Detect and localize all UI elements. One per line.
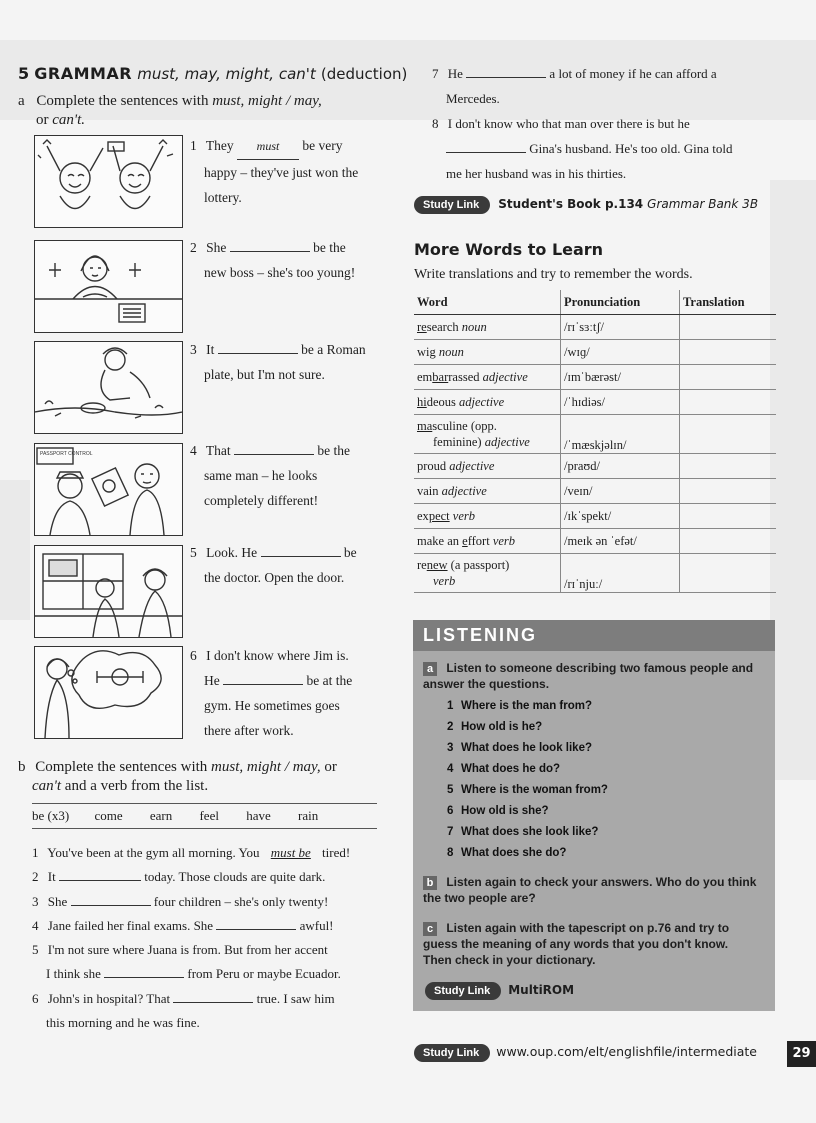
instruction-text: and a verb from the list. bbox=[64, 778, 209, 794]
part-of-speech: verb bbox=[492, 533, 516, 548]
listening-panel bbox=[413, 620, 775, 1011]
word-part: re bbox=[417, 558, 427, 572]
answer-blank[interactable] bbox=[466, 77, 546, 78]
sentence-text: be a Roman bbox=[301, 342, 366, 357]
part-b-item-6 bbox=[32, 987, 382, 1036]
sentence-text: tired! bbox=[322, 845, 351, 860]
sentence-text: I think she bbox=[46, 966, 101, 982]
table-row bbox=[414, 454, 776, 479]
table-row bbox=[414, 554, 776, 593]
part-b-items bbox=[32, 841, 382, 1035]
part-of-speech: adjective bbox=[459, 394, 505, 409]
question-number: 7 bbox=[447, 826, 454, 838]
item-number: 5 bbox=[190, 545, 197, 560]
word-cell bbox=[414, 390, 561, 415]
sentence-text: be the bbox=[313, 240, 346, 255]
instruction-text: can't. bbox=[52, 112, 86, 128]
question-number: 8 bbox=[447, 847, 454, 859]
more-words-title: More Words to Learn bbox=[414, 240, 604, 259]
item-number: 1 bbox=[190, 138, 197, 153]
part-a-item-4 bbox=[190, 438, 350, 513]
grammar-word: GRAMMAR bbox=[34, 64, 133, 83]
verb-item: have bbox=[246, 808, 271, 823]
question-number: 4 bbox=[447, 763, 454, 775]
answer-blank[interactable] bbox=[71, 905, 151, 906]
part-a-item-6 bbox=[190, 643, 352, 743]
item-number: 3 bbox=[190, 342, 197, 357]
question-number: 3 bbox=[447, 742, 454, 754]
verb-item: feel bbox=[199, 808, 219, 823]
sentence-text: I don't know who that man over there is but he bbox=[447, 116, 690, 131]
sentence-text: Look. He bbox=[206, 545, 258, 560]
part-of-speech: adjective bbox=[484, 435, 530, 449]
part-b-item-1 bbox=[32, 841, 382, 865]
listening-task-a bbox=[423, 660, 763, 692]
word-cell bbox=[414, 454, 561, 479]
table-row bbox=[414, 529, 776, 554]
table-row bbox=[414, 479, 776, 504]
study-link-badge: Study Link bbox=[414, 1044, 490, 1062]
illustration-doctor-window bbox=[34, 545, 183, 638]
sentence-text: Jane failed her final exams. She bbox=[47, 917, 214, 933]
sentence-text: plate, but I'm not sure. bbox=[204, 367, 325, 382]
sentence-text: Gina's husband. He's too old. Gina told bbox=[529, 141, 733, 156]
sentence-text: They bbox=[205, 138, 234, 153]
listening-task-b bbox=[423, 874, 763, 906]
instruction-text: Complete the sentences with bbox=[35, 759, 208, 775]
header-pronunciation: Pronunciation bbox=[561, 290, 680, 315]
pron-cell: /ˈmæskjəlɪn/ bbox=[561, 415, 680, 454]
word-part: search bbox=[426, 319, 459, 334]
part-of-speech: adjective bbox=[449, 458, 495, 473]
word-stress: pect bbox=[428, 508, 450, 523]
translation-cell[interactable] bbox=[680, 554, 777, 593]
translation-cell[interactable] bbox=[680, 479, 777, 504]
part-a-item-5 bbox=[190, 540, 357, 590]
part-a-item-8 bbox=[432, 111, 733, 186]
verb-list-box bbox=[32, 803, 377, 829]
task-c-text: Listen again with the tapescript on p.76 and try to guess the meaning of any words that you don't know. Then check in your dictionary. bbox=[423, 921, 730, 967]
task-b-letter: b bbox=[423, 876, 437, 890]
answer-blank[interactable] bbox=[218, 353, 298, 354]
word-part: rassed bbox=[448, 369, 480, 384]
list-item bbox=[447, 738, 608, 759]
answer-blank[interactable] bbox=[446, 152, 526, 153]
word-stress: bar bbox=[432, 369, 449, 384]
sentence-text: four children – she's only twenty! bbox=[153, 893, 329, 909]
sentence-text: It bbox=[47, 869, 56, 885]
word-part: deous bbox=[426, 394, 456, 409]
list-item bbox=[447, 759, 608, 780]
part-a-letter: a bbox=[18, 93, 25, 109]
study-link-grammar-bank[interactable] bbox=[414, 195, 758, 214]
sentence-text: Mercedes. bbox=[446, 91, 500, 106]
translation-cell[interactable] bbox=[680, 529, 777, 554]
item-number: 6 bbox=[190, 648, 197, 663]
question-number: 1 bbox=[447, 700, 454, 712]
sentence-text: me her husband was in his thirties. bbox=[446, 166, 627, 181]
word-part: proud bbox=[417, 458, 447, 473]
illustration-boss bbox=[34, 240, 183, 333]
word-stress: hi bbox=[417, 394, 427, 409]
verb-item: be (x3) bbox=[32, 808, 70, 823]
word-part: ex bbox=[417, 508, 429, 523]
answer-blank[interactable] bbox=[234, 454, 314, 455]
task-b-text: Listen again to check your answers. Who do you think the two people are? bbox=[423, 875, 757, 905]
word-cell bbox=[414, 479, 561, 504]
study-link-text: Grammar Bank 3B bbox=[647, 197, 759, 211]
part-of-speech: noun bbox=[461, 319, 487, 334]
translation-cell[interactable] bbox=[680, 315, 777, 340]
question-text: What does he look like? bbox=[461, 742, 592, 754]
answer-blank[interactable] bbox=[104, 977, 184, 978]
word-part: ffort bbox=[467, 533, 490, 548]
grammar-number: 5 bbox=[18, 64, 30, 83]
sentence-text: You've been at the gym all morning. You bbox=[47, 845, 260, 860]
table-row bbox=[414, 504, 776, 529]
question-number: 2 bbox=[447, 721, 454, 733]
translation-cell[interactable] bbox=[680, 454, 777, 479]
listening-title: LISTENING bbox=[423, 625, 538, 645]
illustration-roman-plate bbox=[34, 341, 183, 434]
pron-cell: /meɪk ən ˈefət/ bbox=[561, 529, 680, 554]
listening-questions bbox=[447, 696, 608, 864]
footer-link[interactable] bbox=[414, 1043, 757, 1062]
translation-cell[interactable] bbox=[680, 365, 777, 390]
sentence-text: be bbox=[343, 545, 357, 560]
sentence-text: He bbox=[447, 66, 463, 81]
sentence-text: be the bbox=[317, 443, 351, 458]
word-part: wig bbox=[417, 344, 436, 359]
part-of-speech: verb bbox=[433, 574, 456, 588]
part-a-instruction bbox=[18, 92, 368, 130]
item-number: 8 bbox=[432, 116, 439, 131]
item-number: 1 bbox=[32, 845, 39, 860]
sentence-text: this morning and he was fine. bbox=[46, 1015, 200, 1031]
listening-title-band bbox=[413, 620, 775, 651]
table-header-row bbox=[414, 290, 776, 315]
word-cell bbox=[414, 340, 561, 365]
study-link-badge: Study Link bbox=[414, 196, 490, 214]
part-b-item-5 bbox=[32, 938, 382, 987]
sentence-text: new boss – she's too young! bbox=[204, 265, 356, 280]
table-row bbox=[414, 415, 776, 454]
item-number: 7 bbox=[432, 66, 439, 81]
item-number: 5 bbox=[32, 942, 39, 958]
illustration-gym-thought bbox=[34, 646, 183, 739]
answer-blank[interactable] bbox=[223, 684, 303, 685]
vocabulary-table bbox=[414, 290, 776, 593]
question-text: How old is he? bbox=[461, 721, 543, 733]
grammar-topic-tail: (deduction) bbox=[320, 65, 408, 83]
part-of-speech: adjective bbox=[441, 483, 487, 498]
word-part: make an bbox=[417, 533, 463, 548]
table-row bbox=[414, 365, 776, 390]
word-cell bbox=[414, 554, 561, 593]
sentence-text: awful! bbox=[299, 917, 334, 933]
item-number: 3 bbox=[32, 893, 39, 909]
answer-blank[interactable] bbox=[59, 880, 141, 881]
item-number: 6 bbox=[32, 990, 39, 1006]
instruction-text: must, might / may, bbox=[211, 759, 321, 775]
translation-cell[interactable] bbox=[680, 415, 777, 454]
header-translation: Translation bbox=[680, 290, 777, 315]
question-text: Where is the man from? bbox=[461, 700, 592, 712]
sentence-text: same man – he looks bbox=[204, 468, 318, 483]
task-a-text: Listen to someone describing two famous people and answer the questions. bbox=[423, 661, 754, 691]
sentence-text: be at the bbox=[306, 673, 353, 688]
sentence-text: It bbox=[206, 342, 215, 357]
study-link-text: MultiROM bbox=[508, 983, 575, 997]
list-item bbox=[447, 696, 608, 717]
question-text: What does she do? bbox=[461, 847, 567, 859]
grammar-heading bbox=[18, 64, 407, 83]
header-word: Word bbox=[414, 290, 561, 315]
show-through bbox=[770, 180, 816, 780]
part-b-item-2 bbox=[32, 865, 382, 889]
pron-cell: /ɪmˈbærəst/ bbox=[561, 365, 680, 390]
part-b-instruction bbox=[18, 758, 388, 796]
list-item bbox=[447, 822, 608, 843]
word-part: (a passport) bbox=[447, 558, 510, 572]
task-a-letter: a bbox=[423, 662, 437, 676]
verb-item: rain bbox=[298, 808, 319, 823]
page-number-tab bbox=[787, 1041, 816, 1067]
show-through bbox=[0, 480, 30, 620]
sentence-text: I don't know where Jim is. bbox=[206, 648, 349, 663]
list-item bbox=[447, 843, 608, 864]
translation-cell[interactable] bbox=[680, 340, 777, 365]
verb-item: come bbox=[94, 808, 123, 823]
answer-blank[interactable] bbox=[173, 1002, 253, 1003]
instruction-text: or bbox=[36, 112, 49, 128]
list-item bbox=[447, 780, 608, 801]
pron-cell: /wɪɡ/ bbox=[561, 340, 680, 365]
sentence-text: gym. He sometimes goes bbox=[204, 698, 340, 713]
verb-item: earn bbox=[149, 808, 173, 823]
item-number: 2 bbox=[190, 240, 197, 255]
pron-cell: /veɪn/ bbox=[561, 479, 680, 504]
illustration-lottery bbox=[34, 135, 183, 228]
table-row bbox=[414, 390, 776, 415]
listening-task-c bbox=[423, 920, 755, 968]
table-row bbox=[414, 315, 776, 340]
instruction-text: can't bbox=[32, 778, 62, 794]
word-stress: ma bbox=[417, 419, 433, 433]
instruction-text: or bbox=[324, 759, 337, 775]
part-a-item-7 bbox=[432, 61, 717, 111]
word-cell bbox=[414, 315, 561, 340]
question-text: What does he do? bbox=[461, 763, 561, 775]
question-number: 5 bbox=[447, 784, 454, 796]
answer-blank[interactable] bbox=[216, 929, 296, 930]
word-cell bbox=[414, 529, 561, 554]
instruction-text: Complete the sentences with bbox=[36, 93, 209, 109]
part-of-speech: verb bbox=[452, 508, 475, 523]
answer-blank-filled[interactable]: must be bbox=[270, 845, 311, 860]
word-stress: re bbox=[417, 319, 427, 334]
grammar-topic: must, may, might, can't bbox=[137, 65, 316, 83]
instruction-text: must, might / may, bbox=[212, 93, 322, 109]
study-link-text: Student's Book p.134 bbox=[498, 197, 644, 211]
pron-cell: /ɪkˈspekt/ bbox=[561, 504, 680, 529]
footer-url[interactable]: www.oup.com/elt/englishfile/intermediate bbox=[496, 1044, 758, 1059]
item-number: 4 bbox=[32, 917, 39, 933]
word-stress: new bbox=[426, 558, 448, 572]
question-number: 6 bbox=[447, 805, 454, 817]
sentence-text: I'm not sure where Juana is from. But from her accent bbox=[47, 942, 328, 958]
answer-blank[interactable] bbox=[261, 556, 341, 557]
sentence-text: be very bbox=[302, 138, 343, 153]
word-cell bbox=[414, 504, 561, 529]
answer-blank[interactable] bbox=[230, 251, 310, 252]
part-a-item-2 bbox=[190, 235, 355, 285]
sentence-text: completely different! bbox=[204, 493, 319, 508]
question-text: What does she look like? bbox=[461, 826, 599, 838]
part-b-letter: b bbox=[18, 759, 26, 775]
part-of-speech: adjective bbox=[482, 369, 528, 384]
page-number: 29 bbox=[792, 1046, 811, 1061]
sentence-text: That bbox=[205, 443, 231, 458]
part-a-item-3 bbox=[190, 337, 366, 387]
sentence-text: She bbox=[206, 240, 227, 255]
part-b-item-3 bbox=[32, 890, 382, 914]
sentence-text: true. I saw him bbox=[256, 990, 335, 1006]
word-stress: e bbox=[462, 533, 468, 548]
word-part: feminine) bbox=[433, 435, 482, 449]
sentence-text: today. Those clouds are quite dark. bbox=[144, 869, 326, 885]
table-row bbox=[414, 340, 776, 365]
translation-cell[interactable] bbox=[680, 504, 777, 529]
sentence-text: from Peru or maybe Ecuador. bbox=[187, 966, 341, 982]
part-of-speech: noun bbox=[438, 344, 464, 359]
item-number: 2 bbox=[32, 869, 39, 885]
pron-cell: /rɪˈnjuː/ bbox=[561, 554, 680, 593]
illustration-passport-control bbox=[34, 443, 183, 536]
part-b-item-4 bbox=[32, 914, 382, 938]
sentence-text: a lot of money if he can afford a bbox=[549, 66, 717, 81]
list-item bbox=[447, 717, 608, 738]
item-number: 4 bbox=[190, 443, 197, 458]
sentence-text: John's in hospital? That bbox=[47, 990, 171, 1006]
sentence-text: He bbox=[204, 673, 220, 688]
question-text: How old is she? bbox=[461, 805, 549, 817]
word-cell bbox=[414, 415, 561, 454]
translation-cell[interactable] bbox=[680, 390, 777, 415]
sentence-text: She bbox=[47, 893, 68, 909]
pron-cell: /ˈhɪdiəs/ bbox=[561, 390, 680, 415]
sentence-text: lottery. bbox=[204, 190, 242, 205]
word-part: vain bbox=[417, 483, 439, 498]
pron-cell: /rɪˈsɜːtʃ/ bbox=[561, 315, 680, 340]
task-c-letter: c bbox=[423, 922, 437, 936]
sentence-text: there after work. bbox=[204, 723, 294, 738]
sentence-text: the doctor. Open the door. bbox=[204, 570, 345, 585]
passport-sign-text: PASSPORT CONTROL bbox=[40, 451, 93, 457]
list-item bbox=[447, 801, 608, 822]
part-a-item-1 bbox=[190, 133, 358, 210]
pron-cell: /praʊd/ bbox=[561, 454, 680, 479]
study-link-badge: Study Link bbox=[425, 982, 501, 1000]
word-part: em bbox=[417, 369, 433, 384]
word-part: sculine (opp. bbox=[432, 419, 497, 433]
answer-blank-filled[interactable]: must bbox=[237, 134, 299, 160]
question-text: Where is the woman from? bbox=[461, 784, 608, 796]
more-words-instruction: Write translations and try to remember the words. bbox=[414, 267, 693, 282]
study-link-multirom[interactable] bbox=[425, 981, 574, 1000]
word-cell bbox=[414, 365, 561, 390]
sentence-text: happy – they've just won the bbox=[204, 165, 359, 180]
